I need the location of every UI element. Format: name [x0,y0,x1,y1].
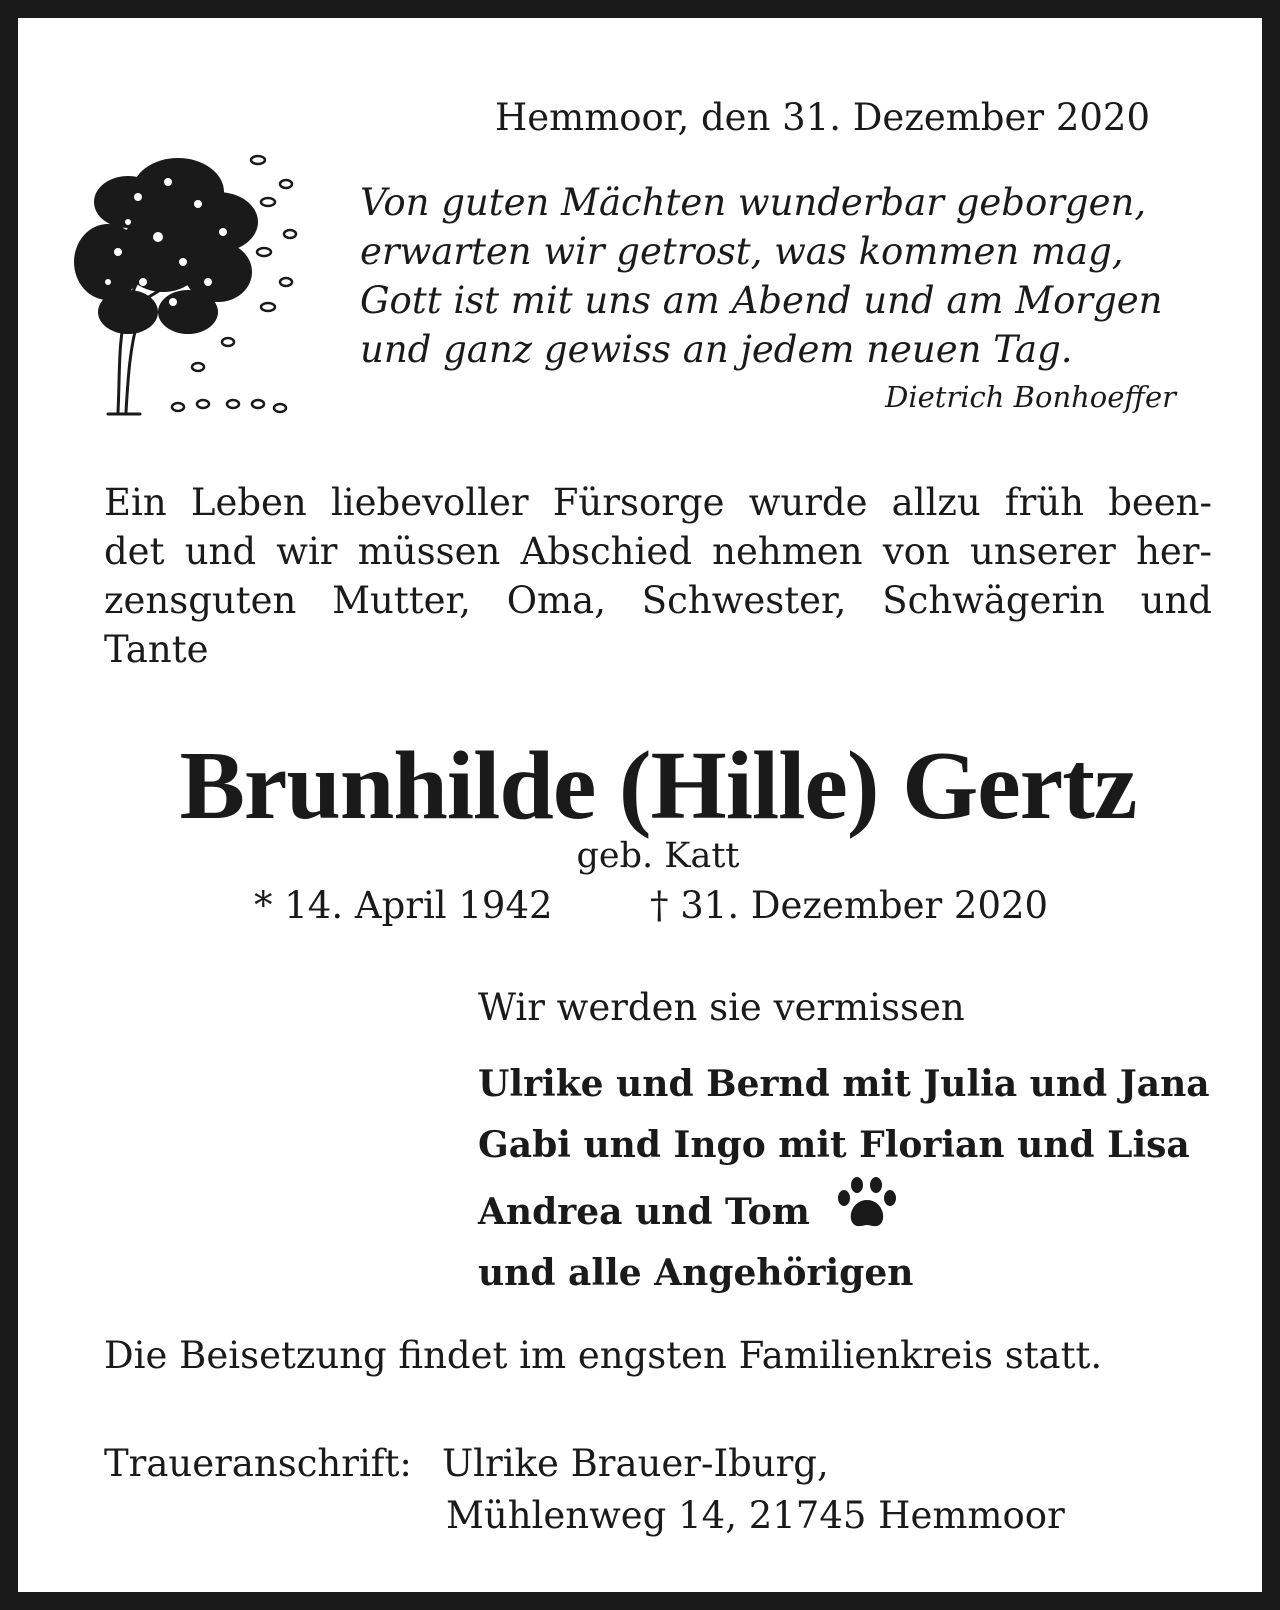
place-date: Hemmoor, den 31. Dezember 2020 [494,96,1150,139]
address-label: Traueranschrift: [104,1442,412,1485]
mourners-intro: Wir werden sie vermissen [478,986,965,1029]
intro-line: Tante [104,628,209,671]
tree-icon [68,142,308,432]
intro-text [104,478,1212,674]
mourner-line: und alle Angehörigen [478,1252,914,1294]
intro-line: det und wir müssen Abschied nehmen von unserer her- [104,530,1212,573]
poem-author: Dietrich Bonhoeffer [885,380,1176,414]
intro-line: Ein Leben liebevoller Fürsorge wurde allzu früh been- [104,481,1212,524]
poem-line: erwarten wir getrost, was kommen mag, [360,230,1124,273]
birth-date: * 14. April 1942 [254,884,553,927]
intro-line: zensguten Mutter, Oma, Schwester, Schwägerin und [104,579,1212,622]
poem-line: Gott ist mit uns am Abend und am Morgen [360,279,1163,322]
burial-notice: Die Beisetzung findet im engsten Familienkreis statt. [104,1334,1103,1377]
poem-line: und ganz gewiss an jedem neuen Tag. [360,328,1073,371]
deceased-name: Brunhilde (Hille) Gertz [179,732,1137,840]
death-date: † 31. Dezember 2020 [650,884,1049,927]
born-name: geb. Katt [576,836,740,876]
poem [360,178,1212,374]
mourner-line-with-paw [478,1176,1210,1243]
address-line-1: Ulrike Brauer-Iburg, [442,1442,829,1485]
paw-print-icon [836,1176,898,1230]
mourners-list [478,1054,1210,1304]
mourner-line: Gabi und Ingo mit Florian und Lisa [478,1124,1190,1166]
address-line-2: Mühlenweg 14, 21745 Hemmoor [446,1494,1065,1537]
poem-line: Von guten Mächten wunderbar geborgen, [360,181,1147,224]
mourner-line: Ulrike und Bernd mit Julia und Jana [478,1063,1210,1105]
mourner-line: Andrea und Tom [478,1191,810,1233]
